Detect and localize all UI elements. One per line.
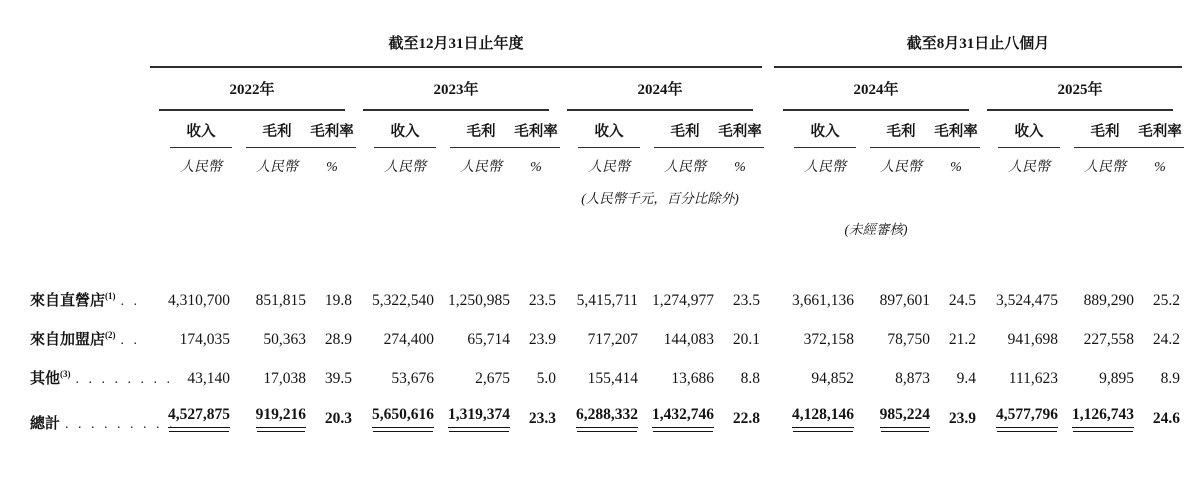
value-cell: 717,207 [587,331,638,348]
col-header-gross-profit: 毛利 [640,111,716,148]
row-label-franchised-stores: 來自加盟店$^{(2)}$ . . [30,330,141,348]
total-value-cell: 20.3 [324,410,352,427]
total-value-cell: 23.9 [948,410,977,427]
spacer [1182,397,1204,442]
col-header-revenue: 收入 [558,111,640,148]
total-value-cell: 5,650,616 [354,397,436,442]
value-cell: 5,415,711 [576,292,638,309]
unit-percent: % [950,160,962,175]
value-cell: 50,363 [263,331,306,348]
unit-percent: % [1154,160,1166,175]
col-header-gross-margin: 毛利率 [716,111,762,148]
total-value-cell: 24.6 [1152,410,1181,427]
spacer [978,207,1182,238]
spacer [1182,207,1204,238]
year-header-8m-2024: 2024年 [774,67,978,111]
col-header-revenue: 收入 [774,111,856,148]
col-header-gross-margin: 毛利率 [308,111,354,148]
total-value-cell: 985,224 [856,397,932,442]
total-value-cell: 4,577,796 [978,397,1060,442]
period-header-eight-months: 截至8月31日止八個月 [774,28,1182,67]
value-cell: 24.5 [948,292,977,309]
footnote-marker: (3) [60,369,71,379]
footnote-marker: (1) [105,291,116,301]
col-header-revenue: 收入 [354,111,436,148]
spacer [762,207,774,238]
year-header-8m-2025: 2025年 [978,67,1182,111]
value-cell: 9,895 [1099,370,1135,387]
spacer [0,28,150,67]
value-cell: 8.8 [740,370,761,387]
value-cell: 5.0 [536,370,556,387]
value-cell: 5,322,540 [372,292,434,309]
dot-leader: . . [120,294,141,309]
value-cell: 23.5 [732,292,761,309]
dot-leader: . . [120,333,141,348]
spacer [1182,319,1204,358]
table-row-direct-stores [0,280,1204,319]
spacer-row [0,238,1204,280]
total-value-cell: 6,288,332 [558,397,640,442]
units-row [0,148,1204,176]
spacer [762,358,774,397]
value-cell: 23.9 [528,331,556,348]
value-cell: 39.5 [324,370,352,387]
spacer [1182,67,1204,111]
row-label-direct-stores: 來自直營店$^{(1)}$ . . [30,291,141,309]
spacer [1182,28,1204,67]
total-value-cell: 1,319,374 [436,397,512,442]
col-header-gross-margin: 毛利率 [932,111,978,148]
unit-currency: 人民幣 [180,160,222,175]
unit-scale-note: (人民幣千元，百分比除外) [581,191,739,206]
unit-percent: % [734,160,746,175]
value-cell: 1,274,977 [652,292,714,309]
value-cell: 8.9 [1160,370,1181,387]
value-cell: 1,250,985 [448,292,510,309]
total-value-cell: 1,126,743 [1060,397,1136,442]
value-cell: 23.5 [528,292,556,309]
spacer [354,176,558,207]
value-cell: 2,675 [475,370,510,387]
year-header-row [0,67,1204,111]
spacer [0,176,150,207]
spacer [762,28,774,67]
spacer [0,148,150,176]
value-cell: 21.2 [948,331,977,348]
value-cell: 13,686 [671,370,714,387]
value-cell: 65,714 [467,331,510,348]
spacer [0,111,150,148]
table-row-total [0,397,1204,442]
unit-percent: % [326,160,338,175]
spacer [1182,280,1204,319]
col-header-gross-margin: 毛利率 [1136,111,1182,148]
value-cell: 17,038 [263,370,306,387]
value-cell: 25.2 [1152,292,1181,309]
spacer [762,397,774,442]
spacer [1182,176,1204,207]
value-cell: 4,310,700 [168,292,230,309]
total-value-cell: 23.3 [528,410,556,427]
total-value-cell: 4,527,875 [150,397,232,442]
value-cell: 227,558 [1083,331,1135,348]
unaudited-note-row [0,207,1204,238]
spacer [150,207,762,238]
row-label-others: 其他$^{(3)}$ . . . . . . . . [30,369,174,387]
value-cell: 24.2 [1152,331,1181,348]
value-cell: 851,815 [255,292,306,309]
table-row-others [0,358,1204,397]
dot-leader: . . . . . . . . . [65,417,176,432]
value-cell: 43,140 [187,370,230,387]
value-cell: 897,601 [879,292,931,309]
unit-currency: 人民幣 [880,160,923,175]
spacer [0,238,1204,280]
spacer [1182,148,1204,176]
unit-currency: 人民幣 [664,160,706,175]
value-cell: 174,035 [179,331,230,348]
spacer [150,176,354,207]
spacer [762,280,774,319]
value-cell: 94,852 [811,370,855,387]
footnote-marker: (2) [105,330,116,340]
year-header-2024: 2024年 [558,67,762,111]
year-header-2022: 2022年 [150,67,354,111]
unit-currency: 人民幣 [588,160,630,175]
unit-currency: 人民幣 [1008,160,1051,175]
total-value-cell: 4,128,146 [774,397,856,442]
unit-note-row [0,176,1204,207]
spacer [1182,111,1204,148]
col-header-gross-profit: 毛利 [856,111,932,148]
dot-leader: . . . . . . . . [75,372,174,387]
spacer [1182,358,1204,397]
value-cell: 9.4 [956,370,977,387]
unit-currency: 人民幣 [256,160,298,175]
row-label-total: 總計 . . . . . . . . . [30,416,176,432]
value-cell: 20.1 [732,331,761,348]
value-cell: 889,290 [1083,292,1135,309]
total-value-cell: 1,432,746 [640,397,716,442]
value-cell: 941,698 [1007,331,1059,348]
col-header-revenue: 收入 [978,111,1060,148]
year-header-2023: 2023年 [354,67,558,111]
col-header-gross-margin: 毛利率 [512,111,558,148]
value-cell: 53,676 [391,370,434,387]
column-header-row [0,111,1204,148]
spacer [762,176,774,207]
total-value-cell: 22.8 [732,410,761,427]
spacer [0,207,150,238]
value-cell: 3,661,136 [792,292,855,309]
col-header-gross-profit: 毛利 [1060,111,1136,148]
period-header-annual: 截至12月31日止年度 [150,28,762,67]
value-cell: 28.9 [324,331,352,348]
value-cell: 8,873 [895,370,931,387]
spacer [0,67,150,111]
value-cell: 78,750 [887,331,931,348]
unit-currency: 人民幣 [384,160,426,175]
unit-currency: 人民幣 [460,160,502,175]
unit-currency: 人民幣 [804,160,847,175]
unaudited-note: (未經審核) [844,222,908,237]
col-header-gross-profit: 毛利 [436,111,512,148]
spacer [762,67,774,111]
table-row-franchised-stores [0,319,1204,358]
spacer [774,176,1182,207]
value-cell: 111,623 [1008,370,1059,387]
value-cell: 372,158 [803,331,855,348]
col-header-revenue: 收入 [150,111,232,148]
value-cell: 144,083 [663,331,714,348]
unit-percent: % [530,160,542,175]
value-cell: 155,414 [587,370,638,387]
spacer [762,319,774,358]
total-value-cell: 919,216 [232,397,308,442]
period-header-row [0,28,1204,67]
col-header-gross-profit: 毛利 [232,111,308,148]
segment-financial-table [0,28,1204,442]
unit-currency: 人民幣 [1084,160,1127,175]
value-cell: 19.8 [324,292,352,309]
value-cell: 274,400 [383,331,434,348]
value-cell: 3,524,475 [996,292,1059,309]
